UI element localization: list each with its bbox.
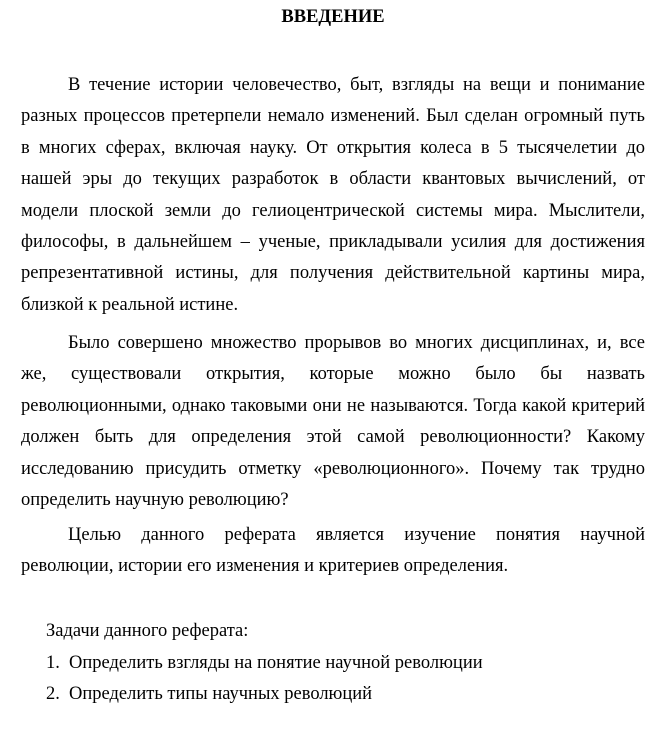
task-list: [46, 648, 483, 711]
page-title: ВВЕДЕНИЕ: [281, 7, 385, 27]
paragraph-history: В течение истории человечество, быт, взгляды на вещи и понимание разных процессов претерпели немало изменений. Был сделан огромный путь в многих сферах, включая науку. От открытия колеса в 5 тысячелетии до нашей эры до текущих разработок в области квантовых вычислений, от модели плоской земли до гелиоцентрической системы мира. Мыслители, философы, в дальнейшем – ученые, прикладывали усилия для достижения репрезентативной истины, для получения действительной картины мира, близкой к реальной истине.: [21, 75, 645, 315]
paragraph-goal: Целью данного реферата является изучение понятия научной революции, истории его изменения и критериев определения.: [21, 525, 645, 577]
tasks-heading: Задачи данного реферата:: [46, 621, 249, 641]
list-item-number: 2.: [46, 684, 60, 705]
list-item: [46, 679, 483, 710]
list-item-text: Определить типы научных революций: [69, 684, 373, 705]
paragraph-breakthroughs: Было совершено множество прорывов во многих дисциплинах, и, все же, существовали открытия, которые можно было бы назвать революционными, однако таковыми они не называются. Тогда какой критерий должен быть для определения этой самой революционности? Какому исследованию присудить отметку «революционного». Почему так трудно определить научную революцию?: [21, 333, 645, 511]
list-item-text: Определить взгляды на понятие научной революции: [69, 653, 483, 673]
list-item-number: 1.: [46, 653, 60, 673]
list-item: [46, 648, 483, 679]
